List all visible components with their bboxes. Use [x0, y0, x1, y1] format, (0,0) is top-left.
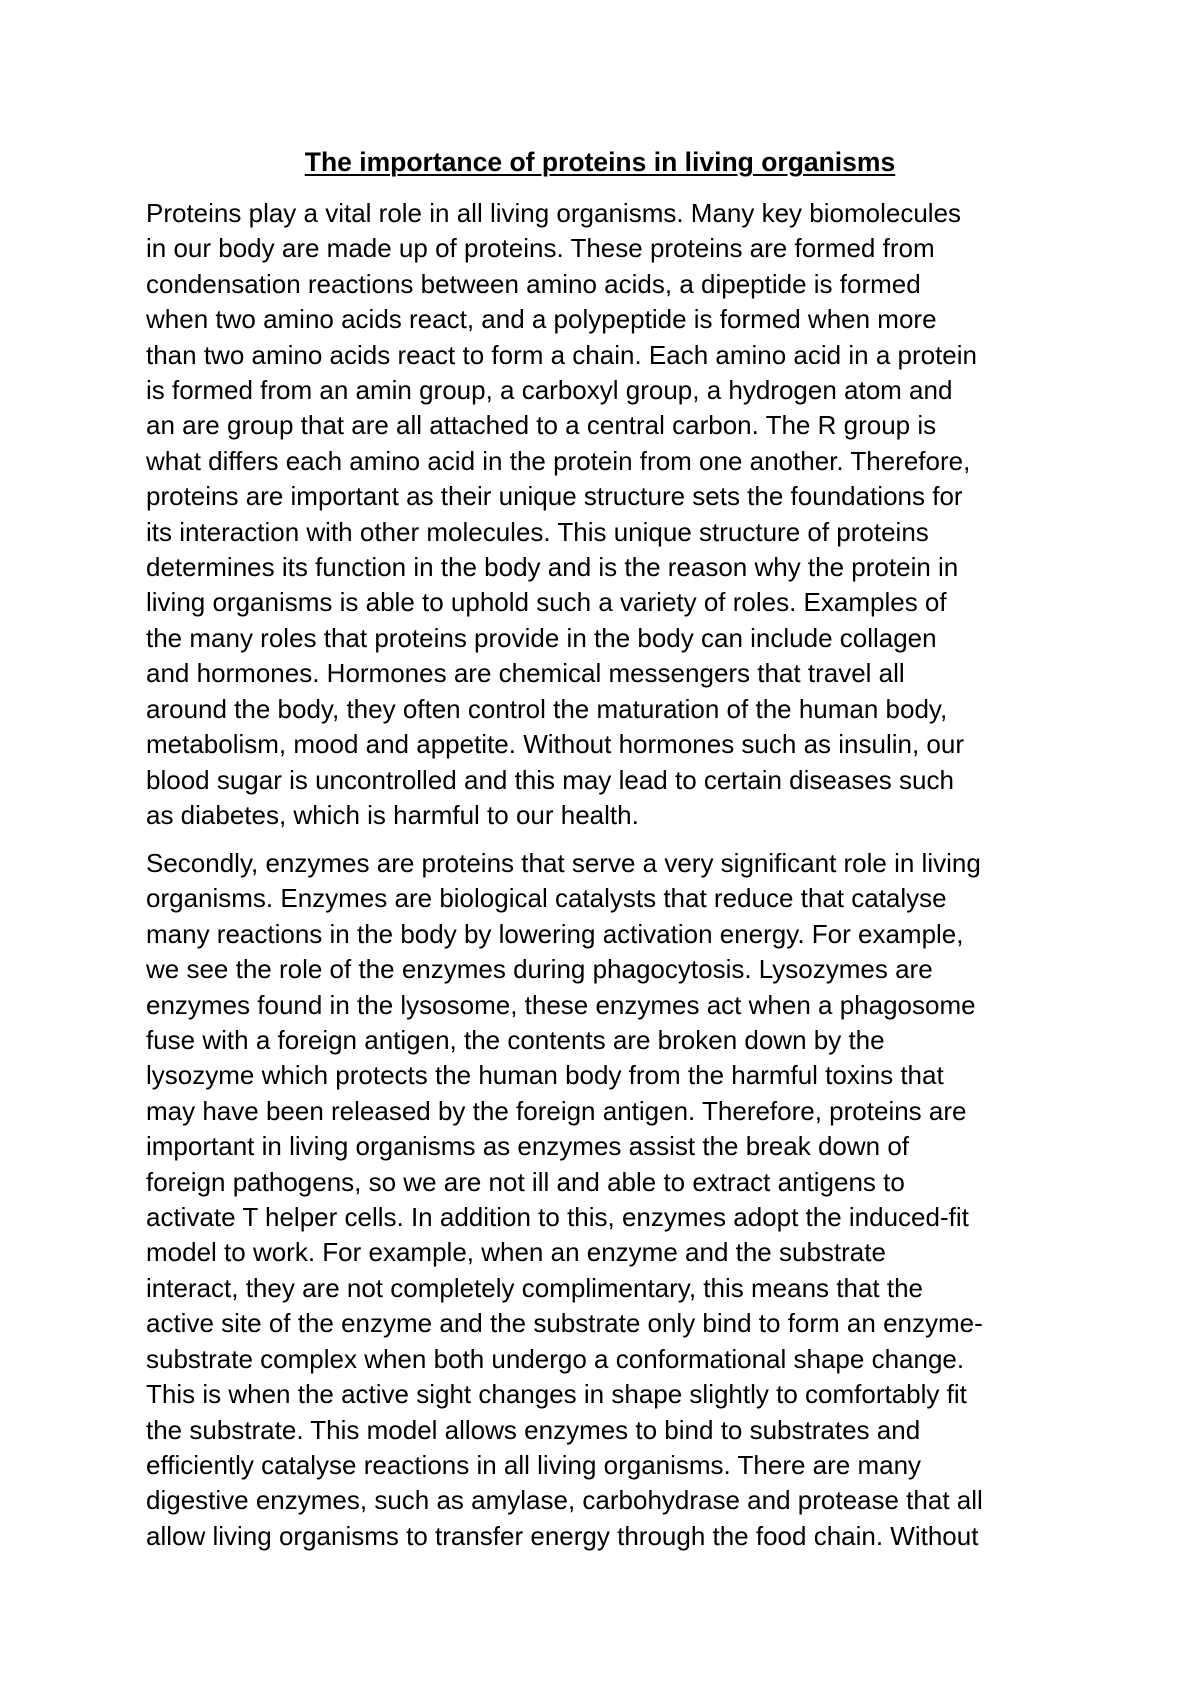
text-line: proteins are important as their unique structure sets the foundations for — [146, 481, 963, 512]
text-line: in our body are made up of proteins. These proteins are formed from — [146, 233, 935, 264]
text-line: we see the role of the enzymes during phagocytosis. Lysozymes are — [146, 954, 933, 985]
text-line: substrate complex when both undergo a conformational shape change. — [146, 1343, 965, 1374]
text-line: as diabetes, which is harmful to our health. — [146, 799, 639, 830]
text-line: active site of the enzyme and the substrate only bind to form an enzyme- — [146, 1308, 983, 1339]
text-line: and hormones. Hormones are chemical messengers that travel all — [146, 658, 905, 689]
text-line: efficiently catalyse reactions in all living organisms. There are many — [146, 1449, 922, 1480]
text-line: organisms. Enzymes are biological catalysts that reduce that catalyse — [146, 883, 947, 914]
text-line: determines its function in the body and is the reason why the protein in — [146, 552, 959, 583]
paragraph-1 — [146, 196, 1066, 833]
text-line: an are group that are all attached to a central carbon. The R group is — [146, 410, 937, 441]
text-line: activate T helper cells. In addition to this, enzymes adopt the induced-fit — [146, 1202, 969, 1233]
text-line: blood sugar is uncontrolled and this may lead to certain diseases such — [146, 764, 954, 795]
text-line: fuse with a foreign antigen, the contents are broken down by the — [146, 1025, 885, 1056]
text-line: living organisms is able to uphold such a variety of roles. Examples of — [146, 587, 947, 618]
text-line: lysozyme which protects the human body from the harmful toxins that — [146, 1060, 944, 1091]
text-line: is formed from an amin group, a carboxyl group, a hydrogen atom and — [146, 375, 953, 406]
document-title: The importance of proteins in living organisms — [304, 147, 896, 177]
text-line: the substrate. This model allows enzymes to bind to substrates and — [146, 1414, 921, 1445]
text-line: around the body, they often control the maturation of the human body, — [146, 693, 948, 724]
text-line: may have been released by the foreign antigen. Therefore, proteins are — [146, 1095, 967, 1126]
text-line: This is when the active sight changes in shape slightly to comfortably fit — [146, 1379, 967, 1410]
text-line: important in living organisms as enzymes assist the break down of — [146, 1131, 910, 1162]
text-line: metabolism, mood and appetite. Without hormones such as insulin, our — [146, 729, 964, 760]
text-line: when two amino acids react, and a polypeptide is formed when more — [146, 304, 937, 335]
text-line: foreign pathogens, so we are not ill and able to extract antigens to — [146, 1166, 905, 1197]
text-line: what differs each amino acid in the protein from one another. Therefore, — [146, 445, 971, 476]
text-line: enzymes found in the lysosome, these enzymes act when a phagosome — [146, 989, 976, 1020]
text-line: interact, they are not completely complimentary, this means that the — [146, 1272, 923, 1303]
text-line: condensation reactions between amino acids, a dipeptide is formed — [146, 268, 921, 299]
text-line: Proteins play a vital role in all living organisms. Many key biomolecules — [146, 198, 962, 228]
text-line: than two amino acids react to form a chain. Each amino acid in a protein — [146, 339, 977, 370]
paragraph-2 — [146, 846, 1066, 1554]
text-line: many reactions in the body by lowering activation energy. For example, — [146, 918, 964, 949]
text-line: the many roles that proteins provide in the body can include collagen — [146, 622, 937, 653]
text-line: model to work. For example, when an enzyme and the substrate — [146, 1237, 886, 1268]
text-line: Secondly, enzymes are proteins that serve a very significant role in living — [146, 848, 981, 878]
text-line: its interaction with other molecules. This unique structure of proteins — [146, 516, 929, 547]
text-line: allow living organisms to transfer energy through the food chain. Without — [146, 1520, 979, 1551]
text-line: digestive enzymes, such as amylase, carbohydrase and protease that all — [146, 1485, 983, 1516]
